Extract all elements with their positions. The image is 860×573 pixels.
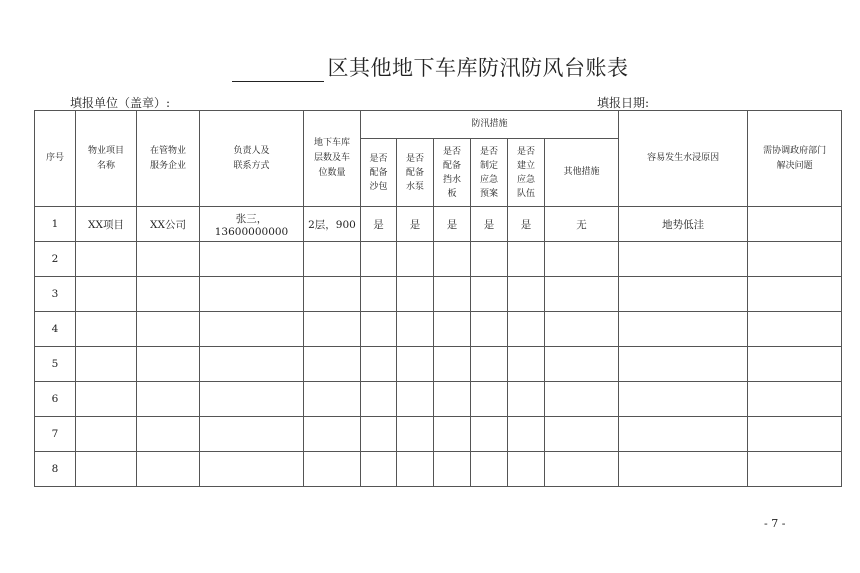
cell-project-name	[76, 417, 137, 452]
table-body	[35, 207, 842, 487]
cell-cause	[619, 242, 748, 277]
cell-garage	[304, 417, 361, 452]
cell-contact: 张三，13600000000	[200, 207, 304, 242]
cell-garage	[304, 347, 361, 382]
cell-cause: 地势低洼	[619, 207, 748, 242]
cell-team: 是	[508, 207, 545, 242]
cell-cause	[619, 417, 748, 452]
cell-other	[545, 277, 619, 312]
cell-project-name	[76, 452, 137, 487]
cell-issues	[748, 347, 842, 382]
cell-pumps	[397, 417, 434, 452]
cell-contact	[200, 312, 304, 347]
cell-contact	[200, 452, 304, 487]
col-company: 在管物业 服务企业	[137, 111, 200, 207]
cell-plan	[471, 347, 508, 382]
cell-team	[508, 242, 545, 277]
cell-seq: 7	[35, 417, 76, 452]
cell-flood-boards	[434, 382, 471, 417]
cell-cause	[619, 277, 748, 312]
table-row	[35, 242, 842, 277]
cell-sandbags: 是	[361, 207, 397, 242]
col-project-name: 物业项目 名称	[76, 111, 137, 207]
cell-company	[137, 347, 200, 382]
table-row	[35, 207, 842, 242]
cell-flood-boards: 是	[434, 207, 471, 242]
col-plan: 是否 制定 应急 预案	[471, 139, 508, 207]
cell-plan	[471, 242, 508, 277]
cell-seq: 5	[35, 347, 76, 382]
cell-seq: 4	[35, 312, 76, 347]
cell-flood-boards	[434, 277, 471, 312]
cell-garage	[304, 452, 361, 487]
cell-garage	[304, 242, 361, 277]
cell-pumps: 是	[397, 207, 434, 242]
cell-company	[137, 277, 200, 312]
cell-issues	[748, 382, 842, 417]
cell-sandbags	[361, 242, 397, 277]
col-issues: 需协调政府部门 解决问题	[748, 111, 842, 207]
cell-contact	[200, 242, 304, 277]
table-row	[35, 417, 842, 452]
cell-issues	[748, 277, 842, 312]
cell-company	[137, 242, 200, 277]
col-other: 其他措施	[545, 139, 619, 207]
cell-cause	[619, 312, 748, 347]
cell-flood-boards	[434, 347, 471, 382]
cell-project-name	[76, 347, 137, 382]
cell-garage: 2层，900	[304, 207, 361, 242]
cell-plan	[471, 452, 508, 487]
cell-contact	[200, 347, 304, 382]
table-row	[35, 277, 842, 312]
cell-sandbags	[361, 347, 397, 382]
cell-project-name	[76, 242, 137, 277]
cell-company	[137, 452, 200, 487]
cell-contact	[200, 382, 304, 417]
col-sandbags: 是否 配备 沙包	[361, 139, 397, 207]
cell-other	[545, 242, 619, 277]
table-row	[35, 347, 842, 382]
cell-sandbags	[361, 277, 397, 312]
col-contact: 负责人及 联系方式	[200, 111, 304, 207]
col-seq: 序号	[35, 111, 76, 207]
cell-plan	[471, 277, 508, 312]
cell-flood-boards	[434, 312, 471, 347]
date-label: 填报日期:	[597, 96, 650, 110]
cell-plan	[471, 417, 508, 452]
cell-company	[137, 382, 200, 417]
cell-cause	[619, 382, 748, 417]
table-row	[35, 312, 842, 347]
cell-pumps	[397, 452, 434, 487]
cell-garage	[304, 382, 361, 417]
cell-seq: 8	[35, 452, 76, 487]
page-number: - 7 -	[764, 517, 786, 530]
cell-seq: 2	[35, 242, 76, 277]
cell-issues	[748, 452, 842, 487]
cell-team	[508, 312, 545, 347]
cell-team	[508, 417, 545, 452]
cell-issues	[748, 417, 842, 452]
cell-pumps	[397, 277, 434, 312]
cell-garage	[304, 277, 361, 312]
cell-plan	[471, 312, 508, 347]
cell-project-name: XX项目	[76, 207, 137, 242]
cell-company	[137, 417, 200, 452]
cell-issues	[748, 207, 842, 242]
cell-garage	[304, 312, 361, 347]
cell-other	[545, 312, 619, 347]
cell-team	[508, 277, 545, 312]
cell-team	[508, 382, 545, 417]
cell-team	[508, 452, 545, 487]
cell-other	[545, 382, 619, 417]
cell-project-name	[76, 312, 137, 347]
cell-plan	[471, 382, 508, 417]
cell-pumps	[397, 242, 434, 277]
col-pumps: 是否 配备 水泵	[397, 139, 434, 207]
cell-sandbags	[361, 382, 397, 417]
table-row	[35, 452, 842, 487]
col-garage: 地下车库 层数及车 位数量	[304, 111, 361, 207]
cell-sandbags	[361, 312, 397, 347]
cell-project-name	[76, 382, 137, 417]
cell-team	[508, 347, 545, 382]
cell-company	[137, 312, 200, 347]
cell-issues	[748, 312, 842, 347]
cell-company: XX公司	[137, 207, 200, 242]
cell-seq: 6	[35, 382, 76, 417]
table-row	[35, 382, 842, 417]
col-cause: 容易发生水浸原因	[619, 111, 748, 207]
col-measures-group: 防汛措施	[361, 111, 619, 139]
cell-issues	[748, 242, 842, 277]
cell-pumps	[397, 382, 434, 417]
cell-pumps	[397, 312, 434, 347]
col-flood-boards: 是否 配备 挡水 板	[434, 139, 471, 207]
cell-other	[545, 452, 619, 487]
cell-plan: 是	[471, 207, 508, 242]
cell-flood-boards	[434, 242, 471, 277]
col-team: 是否 建立 应急 队伍	[508, 139, 545, 207]
cell-seq: 1	[35, 207, 76, 242]
cell-other: 无	[545, 207, 619, 242]
cell-sandbags	[361, 417, 397, 452]
title-row	[0, 52, 860, 82]
cell-other	[545, 417, 619, 452]
cell-pumps	[397, 347, 434, 382]
cell-contact	[200, 417, 304, 452]
cell-project-name	[76, 277, 137, 312]
cell-contact	[200, 277, 304, 312]
ledger-table	[34, 110, 842, 487]
table-header	[35, 111, 842, 207]
district-blank	[232, 59, 324, 82]
cell-sandbags	[361, 452, 397, 487]
page-title: 区其他地下车库防汛防风台账表	[327, 56, 629, 80]
cell-other	[545, 347, 619, 382]
cell-flood-boards	[434, 452, 471, 487]
cell-cause	[619, 452, 748, 487]
cell-cause	[619, 347, 748, 382]
cell-flood-boards	[434, 417, 471, 452]
cell-seq: 3	[35, 277, 76, 312]
unit-label: 填报单位（盖章）:	[70, 96, 171, 110]
